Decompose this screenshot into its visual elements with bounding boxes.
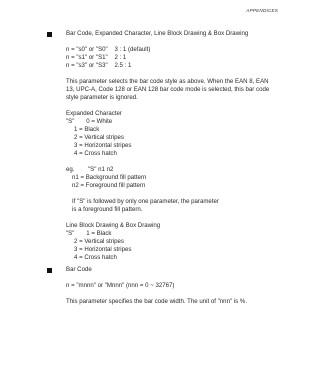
page-header: APPENDICES [246,8,278,13]
description-line: This parameter specifies the bar code width. The unit of "nnn" is %. [66,298,248,305]
option-line: n = "s3" or "S3" 2.5 : 1 [66,62,132,69]
description-line: style parameter is ignored. [66,94,138,101]
expanded-item: 3 = Horizontal stripes [74,142,132,149]
note-line: If "S" is followed by only one parameter, the parameter [72,198,219,205]
section-bullet [47,268,52,273]
expanded-item: "S" 0 = White [66,118,113,125]
section-bullet [47,32,52,37]
line-block-item: 2 = Vertical stripes [74,238,124,245]
line-block-heading: Line Block Drawing & Box Drawing [66,222,161,229]
expanded-item: 2 = Vertical stripes [74,134,124,141]
option-line: n = "s1" or "S1" 2 : 1 [66,54,127,61]
example-line: eg. "S" n1 n2 [66,166,114,173]
line-block-item: 4 = Cross hatch [74,254,117,261]
note-line: is a foreground fill pattern. [72,206,143,213]
line-block-item: "S" 1 = Black [66,230,112,237]
option-line: n = "s0" or "S0" 3 : 1 (default) [66,46,151,53]
option-line: n = "mnnn" or "Mnnn" (nnn = 0 ~ 32767) [66,282,175,289]
description-line: 13, UPC-A, Code 128 or EAN 128 bar code mode is selected, this bar code [66,86,270,93]
section-title: Bar Code, Expanded Character, Line Block Drawing & Box Drawing [66,30,249,37]
description-line: This parameter selects the bar code style as above. When the EAN 8, EAN [66,78,269,85]
expanded-heading: Expanded Character [66,110,122,117]
expanded-item: 4 = Cross hatch [74,150,117,157]
line-block-item: 3 = Horizontal stripes [74,246,132,253]
expanded-item: 1 = Black [74,126,100,133]
example-item: n2 = Foreground fill pattern [72,182,146,189]
example-item: n1 = Background fill pattern [72,174,147,181]
section-title: Bar Code [66,266,92,273]
